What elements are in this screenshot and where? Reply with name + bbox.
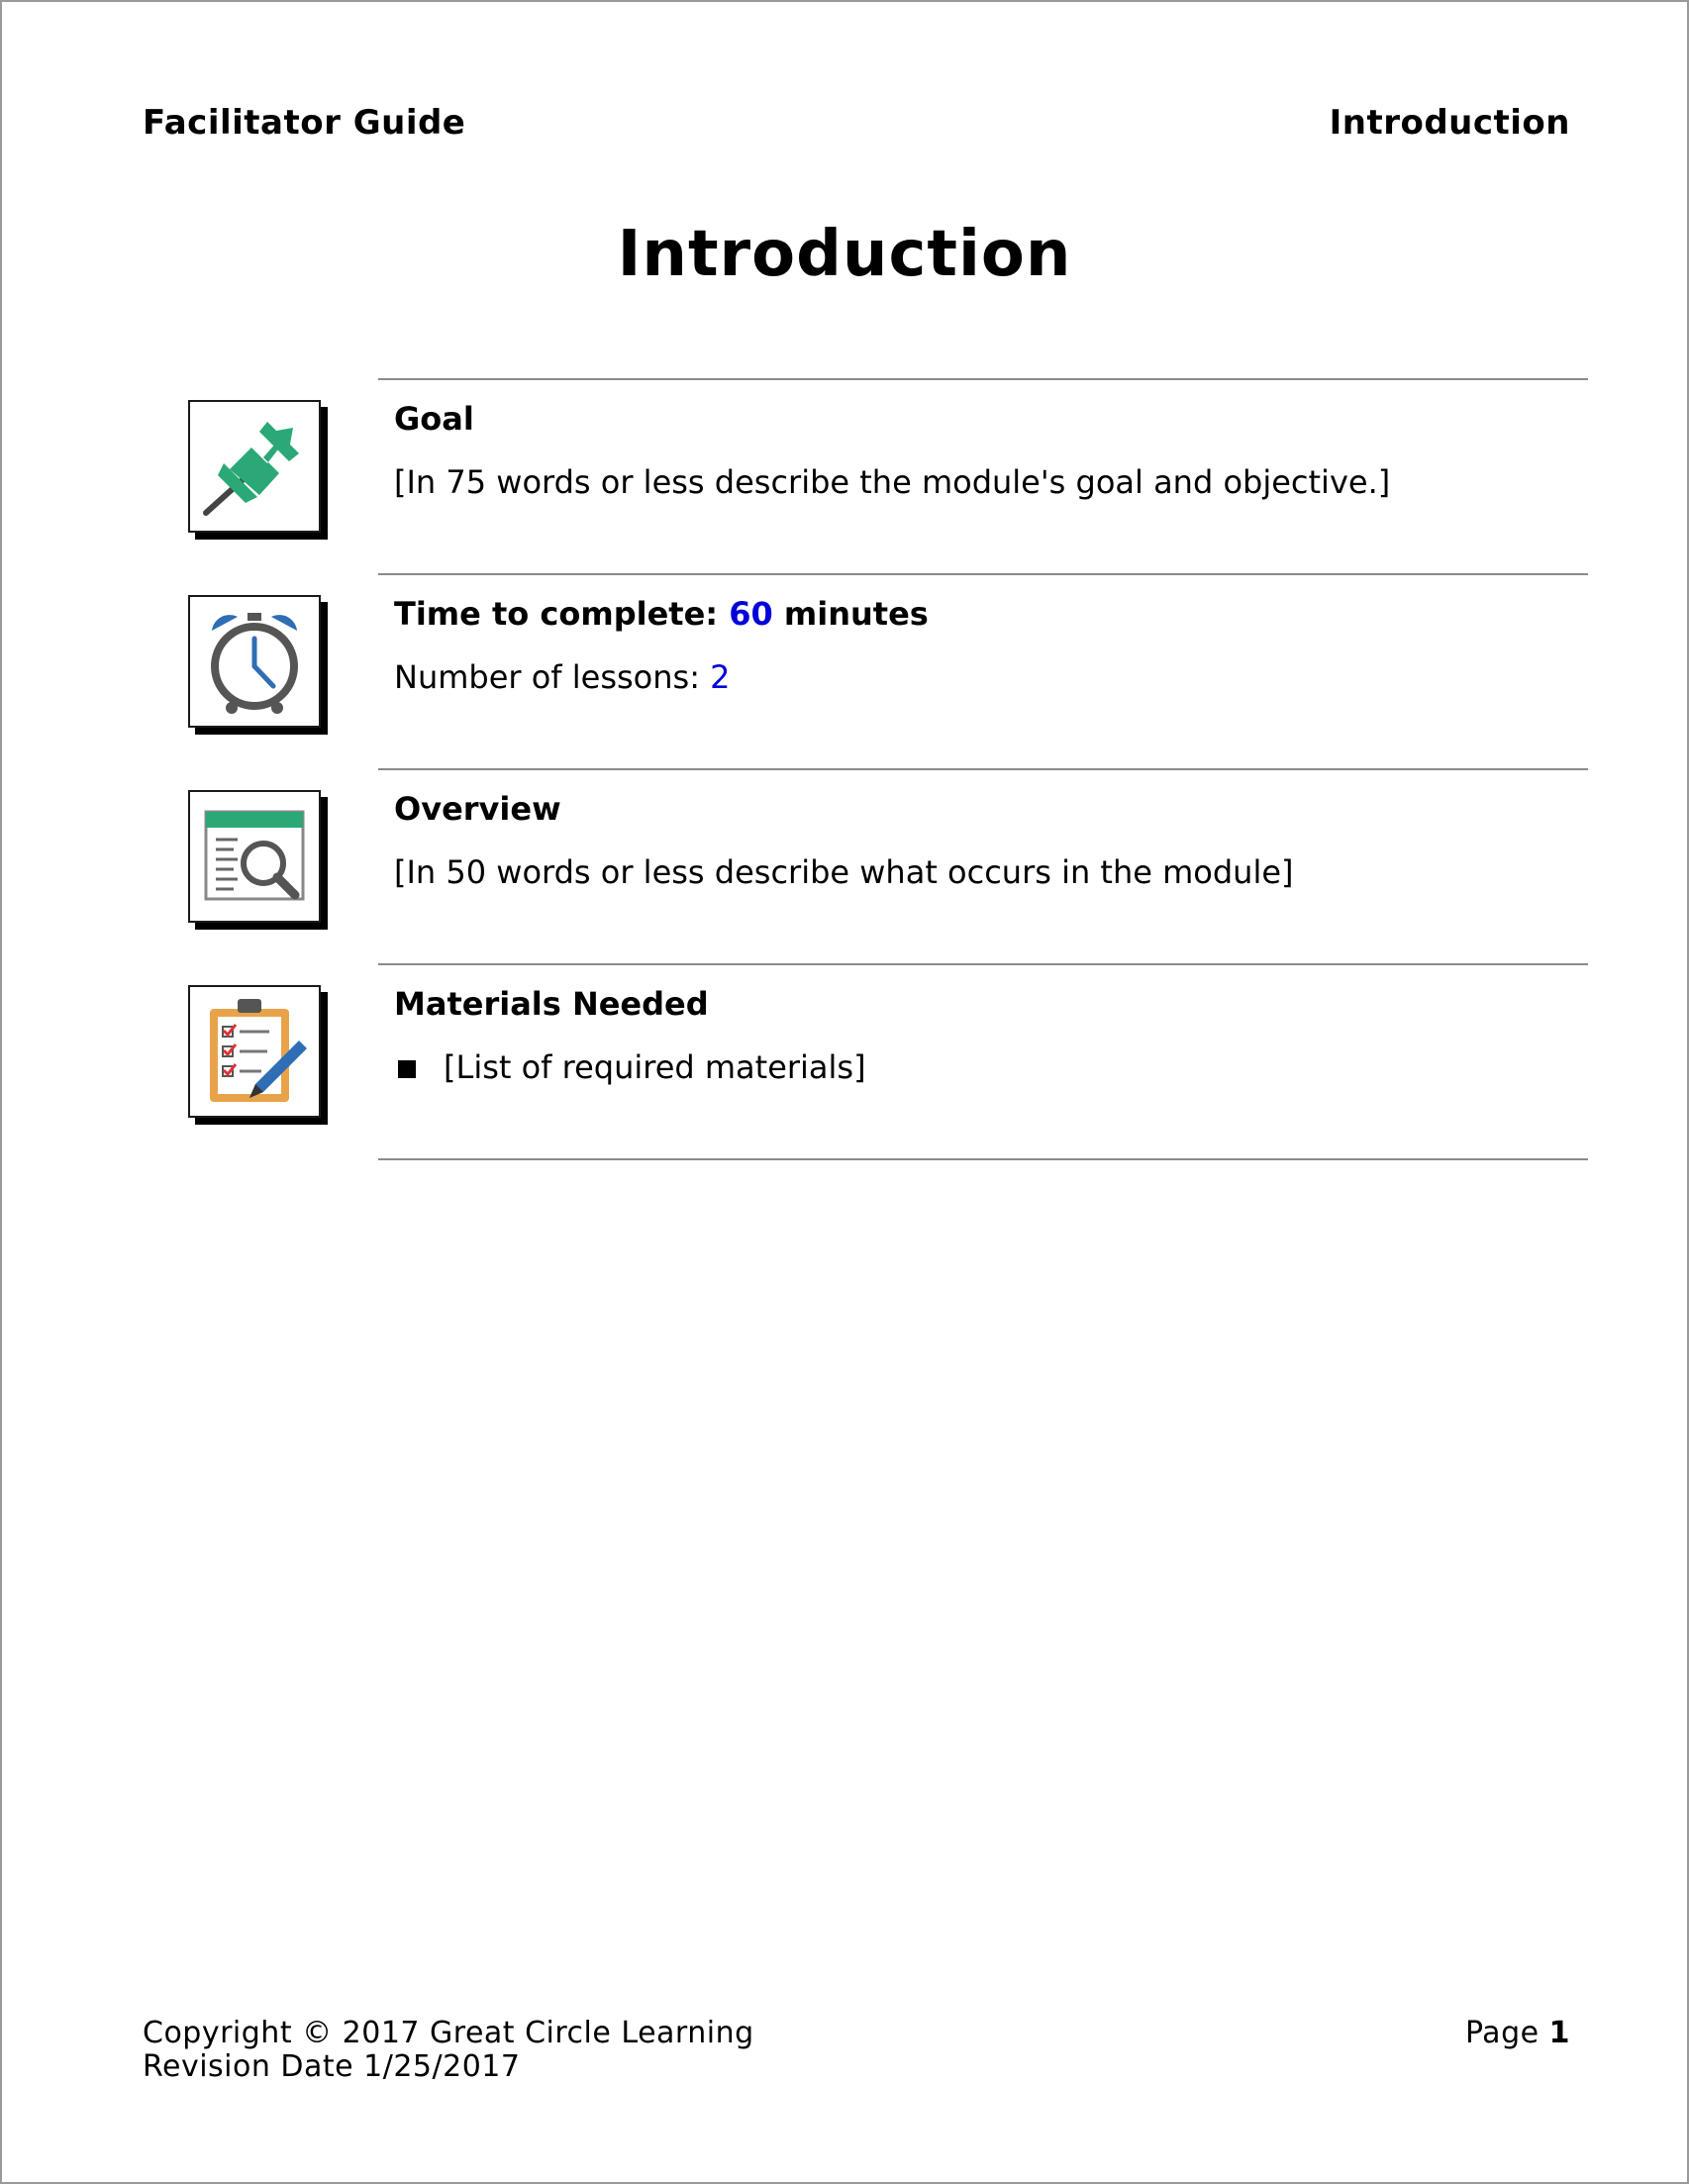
time-title: [394, 595, 929, 633]
footer-revision-date: Revision Date 1/25/2017: [143, 2049, 521, 2084]
time-section: [2, 573, 1687, 768]
footer-page-number: [1465, 2016, 1570, 2050]
materials-list-item: [List of required materials]: [444, 1048, 866, 1086]
time-title-suffix: minutes: [783, 595, 929, 633]
alarm-clock-icon: [188, 595, 321, 728]
lessons-count: 2: [710, 658, 731, 696]
running-header-left: Facilitator Guide: [143, 103, 466, 143]
running-header-right: Introduction: [1329, 103, 1570, 143]
overview-title: Overview: [394, 790, 561, 828]
time-title-prefix: Time to complete:: [394, 595, 719, 633]
section-divider: [378, 1158, 1588, 1160]
goal-title: Goal: [394, 400, 474, 438]
page-label: Page: [1464, 2016, 1540, 2050]
lessons-line: [394, 658, 731, 696]
section-divider: [378, 768, 1588, 770]
goal-section: [2, 378, 1687, 573]
page-number: 1: [1548, 2016, 1570, 2050]
page-title: Introduction: [617, 218, 1072, 291]
clipboard-checklist-icon: [188, 985, 321, 1118]
section-divider: [378, 378, 1588, 380]
materials-section: [2, 963, 1687, 1158]
lessons-label: Number of lessons:: [394, 658, 700, 696]
time-minutes-value: 60: [729, 595, 773, 633]
bullet-marker: [398, 1060, 416, 1078]
footer-copyright: Copyright © 2017 Great Circle Learning: [143, 2016, 754, 2050]
section-divider: [378, 963, 1588, 965]
overview-section: [2, 768, 1687, 963]
magnifier-document-icon: [188, 790, 321, 923]
section-divider: [378, 573, 1588, 575]
pushpin-icon: [188, 400, 321, 533]
goal-description: [In 75 words or less describe the module's goal and objective.]: [394, 463, 1391, 501]
materials-title: Materials Needed: [394, 985, 709, 1023]
overview-description: [In 50 words or less describe what occurs in the module]: [394, 853, 1294, 891]
